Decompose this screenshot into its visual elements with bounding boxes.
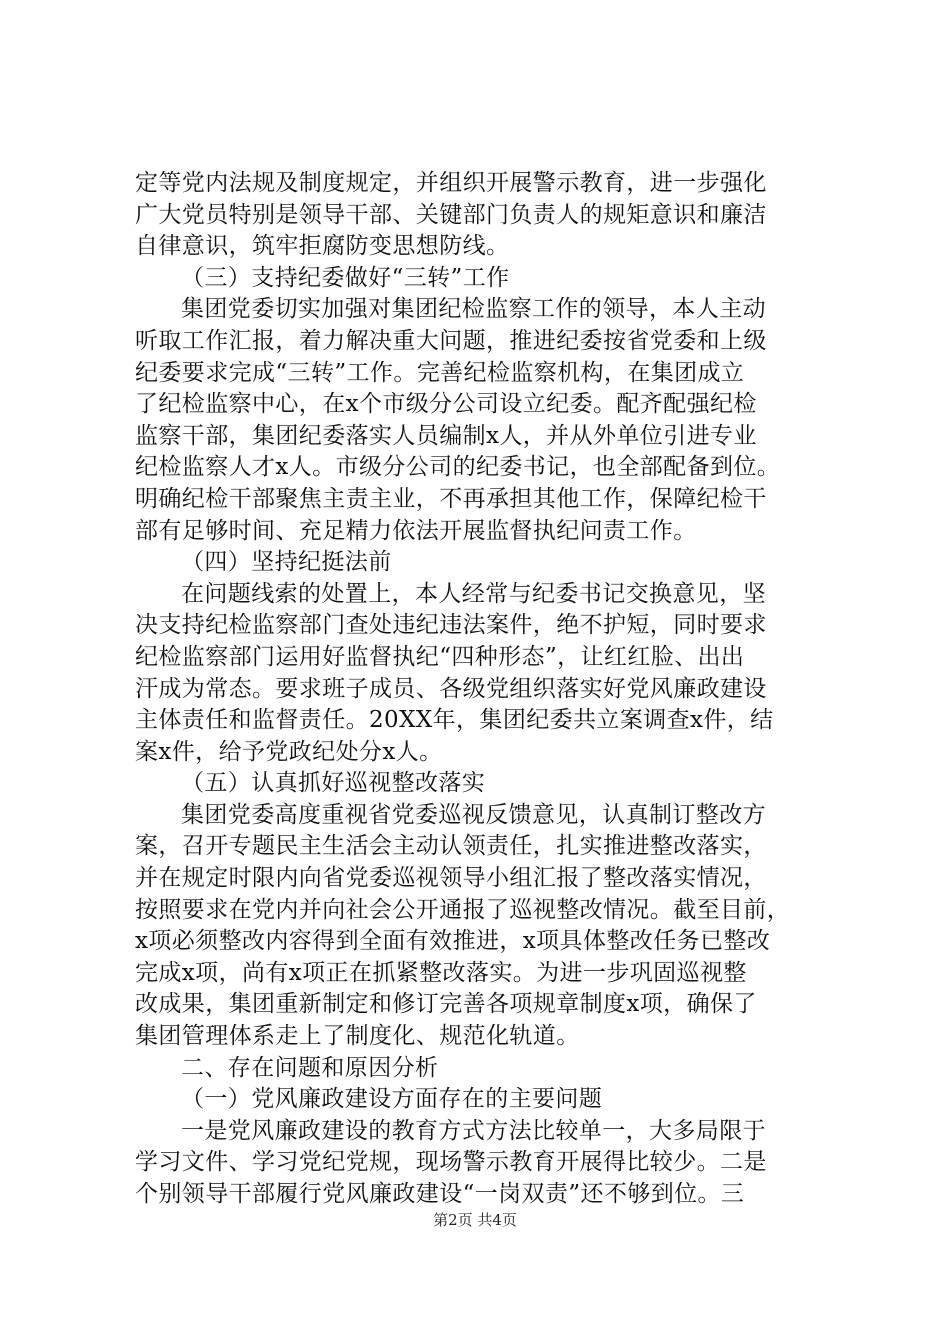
text-line: 广大党员特别是领导干部、关键部门负责人的规矩意识和廉洁 xyxy=(135,201,767,228)
text-line: 完成x项，尚有x项正在抓紧整改落实。为进一步巩固巡视整 xyxy=(135,959,747,986)
text-line: 集团管理体系走上了制度化、规范化轨道。 xyxy=(135,1023,580,1050)
text-line: 监察干部，集团纪委落实人员编制x人，并从外单位引进专业 xyxy=(135,422,757,449)
document-body xyxy=(135,168,825,1211)
text-line: 按照要求在党内并向社会公开通报了巡视整改情况。截至目前， xyxy=(135,896,791,923)
text-line: 个别领导干部履行党风廉政建设“一岗双责”还不够到位。三 xyxy=(135,1181,745,1207)
text-line: 主体责任和监督责任。20XX年，集团纪委共立案调查x件，结 xyxy=(135,707,774,734)
section-heading: （三）支持纪委做好“三转”工作 xyxy=(181,264,510,291)
text-line: 案，召开专题民主生活会主动认领责任，扎实推进整改落实， xyxy=(135,833,767,860)
text-line: 自律意识，筑牢拒腐防变思想防线。 xyxy=(135,233,510,260)
section-heading: （五）认真抓好巡视整改落实 xyxy=(181,770,486,797)
text-line: 部有足够时间、充足精力依法开展监督执纪问责工作。 xyxy=(135,517,697,544)
text-line: 纪检监察人才x人。市级分公司的纪委书记，也全部配备到位。 xyxy=(135,454,781,481)
text-line: 学习文件、学习党纪党规，现场警示教育开展得比较少。二是 xyxy=(135,1149,767,1176)
text-line: 纪检监察部门运用好监督执纪“四种形态”，让红红脸、出出 xyxy=(135,643,745,670)
text-line: 并在规定时限内向省党委巡视领导小组汇报了整改落实情况， xyxy=(135,865,767,892)
text-line: 了纪检监察中心，在x个市级分公司设立纪委。配齐配强纪检 xyxy=(135,391,757,418)
section-heading: （四）坚持纪挺法前 xyxy=(181,549,392,576)
section-heading: （一）党风廉政建设方面存在的主要问题 xyxy=(181,1086,603,1113)
text-line: 汗成为常态。要求班子成员、各级党组织落实好党风廉政建设 xyxy=(135,675,767,702)
text-line: x项必须整改内容得到全面有效推进，x项具体整改任务已整改 xyxy=(135,928,771,955)
page-number-footer: 第2页 共4页 xyxy=(433,1211,517,1229)
text-line: 明确纪检干部聚焦主责主业，不再承担其他工作，保障纪检干 xyxy=(135,485,767,512)
text-line: 案x件，给予党政纪处分x人。 xyxy=(135,738,443,765)
text-line: 定等党内法规及制度规定，并组织开展警示教育，进一步强化 xyxy=(135,170,767,196)
text-line: 在问题线索的处置上，本人经常与纪委书记交换意见，坚 xyxy=(181,580,766,607)
text-line: 纪委要求完成“三转”工作。完善纪检监察机构，在集团成立 xyxy=(135,359,745,386)
text-line: 改成果，集团重新制定和修订完善各项规章制度x项，确保了 xyxy=(135,991,757,1018)
text-line: 集团党委切实加强对集团纪检监察工作的领导，本人主动 xyxy=(181,296,766,323)
text-line: 一是党风廉政建设的教育方式方法比较单一，大多局限于 xyxy=(181,1117,766,1144)
text-line: 集团党委高度重视省党委巡视反馈意见，认真制订整改方 xyxy=(181,801,766,828)
text-line: 听取工作汇报，着力解决重大问题，推进纪委按省党委和上级 xyxy=(135,327,767,354)
section-heading: 二、存在问题和原因分析 xyxy=(181,1054,439,1081)
text-line: 决支持纪检监察部门查处违纪违法案件，绝不护短，同时要求 xyxy=(135,612,767,639)
